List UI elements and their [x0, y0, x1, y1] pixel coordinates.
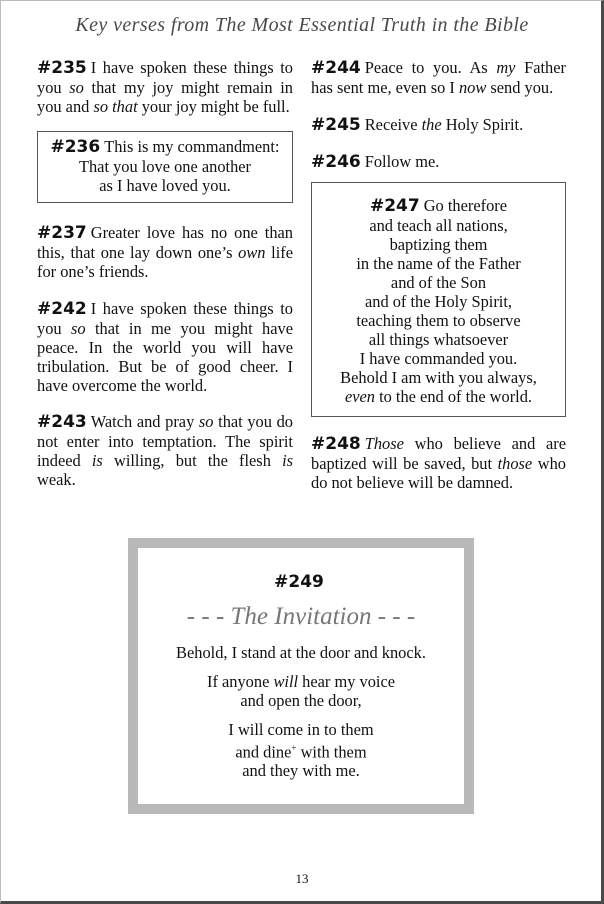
verse-237: #237 Greater love has no one than this, that one lay down one’s own life for one’s friends.	[37, 223, 293, 281]
verse-243: #243 Watch and pray so that you do not enter into temptation. The spirit indeed is willing, but the flesh is weak.	[37, 412, 293, 489]
page-header: Key verses from The Most Essential Truth in the Bible	[75, 14, 529, 36]
verse-236-box	[37, 131, 293, 203]
invitation-stanza: If anyone will hear my voice and open the door,	[207, 672, 395, 710]
invitation-number: #249	[274, 572, 324, 592]
invitation-title: - - - The Invitation - - -	[186, 603, 416, 630]
verse-242: #242 I have spoken these things to you so that in me you might have peace. In the world you will have tribulation. But be of good cheer. I have overcome the world.	[37, 299, 294, 395]
invitation-box	[128, 538, 474, 814]
verse-number: #235	[37, 58, 87, 78]
verse-number: #248	[311, 434, 361, 454]
invitation-inner	[138, 548, 464, 804]
page-number: 13	[295, 871, 309, 886]
verse-number: #242	[37, 299, 87, 319]
invitation-text	[138, 643, 464, 790]
verse-236: #236 This is my commandment: That you love one another as I have loved you.	[50, 137, 280, 195]
verse-number: #246	[311, 152, 361, 172]
verse-number: #244	[311, 58, 361, 78]
verse-number: #245	[311, 115, 361, 135]
verse-number: #243	[37, 412, 87, 432]
verse-number: #247	[369, 196, 420, 216]
invitation-stanza: I will come in to them and dine+ with them and they with me.	[228, 720, 374, 781]
verse-247: #247 Go therefore and teach all nations, baptizing them in the name of the Father and of the Son and of the Holy Spirit, teaching them to observe all things whatsoever I have commanded you. Behold I am with you always, even to the end of the world.	[340, 196, 537, 406]
invitation-line: Behold, I stand at the door and knock.	[176, 643, 426, 662]
verse-number: #236	[50, 137, 101, 157]
right-column	[311, 58, 566, 492]
left-column	[37, 58, 293, 489]
verse-247-box	[311, 182, 566, 417]
verse-246: #246 Follow me.	[311, 152, 440, 172]
verse-235: #235 I have spoken these things to you so that my joy might remain in you and so that your joy might be full.	[37, 58, 293, 116]
verse-248: #248 Those who believe and are baptized will be saved, but those who do not believe will be damned.	[311, 434, 566, 492]
verse-245: #245 Receive the Holy Spirit.	[311, 115, 524, 135]
verse-244: #244 Peace to you. As my Father has sent me, even so I now send you.	[311, 58, 566, 97]
verse-number: #237	[37, 223, 87, 243]
